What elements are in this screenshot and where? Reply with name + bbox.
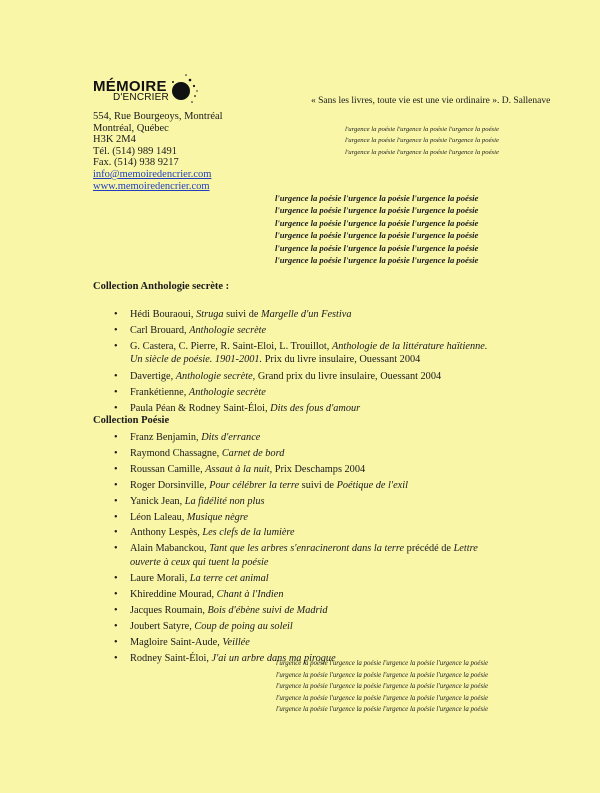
book-list-item [114, 462, 478, 478]
book-title: Dits des fous d'amour [270, 402, 361, 414]
book-text: Yanick Jean, [130, 495, 185, 507]
address-fax: Fax. (514) 938 9217 [93, 157, 179, 169]
book-text: suivi de [299, 479, 337, 491]
poesie-heading: Collection Poésie [93, 415, 170, 426]
book-list-item [114, 340, 487, 367]
book-text: Prix du livre insulaire, Ouessant 2004 [262, 354, 421, 366]
address-city: Montréal, Québec [93, 122, 169, 134]
book-title: J'ai un arbre dans ma pirogue [211, 652, 336, 664]
book-text: G. Castera, C. Pierre, R. Saint-Eloi, L. Trouillot, [130, 340, 332, 352]
email-link[interactable]: info@memoiredencrier.com [93, 168, 212, 180]
book-list-item [114, 525, 478, 541]
book-text: Rodney Saint-Éloi, [130, 652, 212, 664]
book-list-item [114, 494, 478, 510]
anthologie-list [114, 307, 487, 417]
motto-line: l'urgence la poésie l'urgence la poésie l'urgence la poésie [345, 148, 499, 156]
book-title: La terre cet animal [189, 573, 269, 585]
motto-line: l'urgence la poésie l'urgence la poésie l'urgence la poésie l'urgence la poésie [276, 660, 489, 667]
book-title: Les clefs de la lumière [202, 527, 295, 539]
book-title: Chant à l'Indien [216, 589, 284, 601]
book-list-item [114, 323, 487, 339]
book-list-item [114, 446, 478, 462]
book-title: Poétique de l'exil [336, 479, 408, 491]
book-text: Franz Benjamin, [130, 432, 202, 443]
book-list-item [114, 401, 487, 417]
book-title: Anthologie de la littérature haïtienne. [331, 340, 488, 352]
book-list-item [114, 635, 478, 651]
book-title: Un siècle de poésie. 1901-2001. [130, 354, 263, 366]
motto-line: l'urgence la poésie l'urgence la poésie l'urgence la poésie l'urgence la poésie [276, 694, 489, 702]
book-title: Bois d'ébène suivi de Madrid [207, 604, 328, 616]
book-title: Carnet de bord [221, 447, 285, 459]
book-text: Léon Laleau, [130, 511, 187, 523]
book-title: Veillée [222, 636, 250, 648]
book-list-item [114, 307, 487, 323]
motto-bold-block [275, 192, 478, 266]
book-text: Roussan Camille, [130, 463, 206, 475]
address-tel: Tél. (514) 989 1491 [93, 145, 177, 157]
book-text: Joubert Satyre, [130, 620, 195, 632]
motto-line: l'urgence la poésie l'urgence la poésie l'urgence la poésie [275, 193, 479, 203]
book-text: Roger Dorsinville, [130, 479, 210, 491]
book-list-item [114, 542, 478, 569]
book-title: Lettre [453, 543, 478, 555]
book-text: Carl Brouard, [130, 324, 190, 336]
address-postal: H3K 2M4 [93, 134, 136, 146]
book-title: Margelle d'un Festiva [261, 309, 352, 320]
motto-line: l'urgence la poésie l'urgence la poésie l'urgence la poésie l'urgence la poésie [276, 683, 489, 691]
book-list-item [114, 430, 478, 446]
book-title: Pour célébrer la terre [209, 479, 300, 491]
book-title: ouverte à ceux qui tuent la poésie [130, 556, 269, 568]
book-text: Grand prix du livre insulaire, Ouessant 2004 [255, 370, 442, 382]
book-list-item [114, 587, 478, 603]
book-text: Raymond Chassagne, [130, 447, 222, 459]
motto-line: l'urgence la poésie l'urgence la poésie l'urgence la poésie [275, 217, 479, 228]
book-text: Jacques Roumain, [130, 604, 208, 616]
book-title: Tant que les arbres s'enracineront dans la terre [209, 543, 405, 555]
motto-line: l'urgence la poésie l'urgence la poésie l'urgence la poésie [275, 205, 479, 216]
book-list-item [114, 369, 487, 385]
book-title: Assaut à la nuit, [205, 463, 273, 475]
motto-line: l'urgence la poésie l'urgence la poésie l'urgence la poésie [275, 255, 479, 266]
book-title: Coup de poing au soleil [194, 620, 293, 632]
motto-line: l'urgence la poésie l'urgence la poésie l'urgence la poésie [345, 126, 499, 133]
motto-line: l'urgence la poésie l'urgence la poésie l'urgence la poésie [345, 137, 499, 145]
motto-line: l'urgence la poésie l'urgence la poésie l'urgence la poésie [275, 230, 479, 241]
anthologie-heading: Collection Anthologie secrète : [93, 281, 230, 292]
motto-bottom-block [276, 658, 488, 716]
logo-title: MÉMOIRE [93, 78, 167, 95]
book-list-item [114, 619, 478, 635]
book-list-item [114, 603, 478, 619]
motto-small-block [345, 124, 499, 158]
book-title: Anthologie secrète, [175, 370, 256, 382]
book-title: Dits d'errance [201, 432, 261, 443]
book-text: Khireddine Mourad, [130, 589, 217, 601]
motto-line: l'urgence la poésie l'urgence la poésie l'urgence la poésie [275, 242, 479, 253]
book-text: Davertige, [130, 370, 176, 382]
book-title: La fidélité non plus [184, 495, 265, 507]
website-link[interactable]: www.memoiredencrier.com [93, 180, 210, 192]
motto-line: l'urgence la poésie l'urgence la poésie l'urgence la poésie l'urgence la poésie [276, 671, 489, 679]
logo-subtitle: D'ENCRIER [113, 92, 169, 103]
book-title: Anthologie secrète [189, 324, 267, 336]
book-title: Anthologie secrète [188, 386, 266, 398]
address-street: 554, Rue Bourgeoys, Montréal [93, 111, 223, 122]
book-text: Frankétienne, [130, 386, 189, 398]
motto-line: l'urgence la poésie l'urgence la poésie l'urgence la poésie l'urgence la poésie [276, 706, 489, 714]
book-list-item [114, 385, 487, 401]
book-text: Hédi Bouraoui, [130, 309, 197, 320]
book-text: Laure Morali, [130, 573, 190, 585]
address-block [93, 111, 223, 192]
book-list-item [114, 510, 478, 526]
book-text: Anthony Lespès, [130, 527, 203, 539]
book-list-item [114, 571, 478, 587]
book-text: Magloire Saint-Aude, [130, 636, 223, 648]
quote: « Sans les livres, toute vie est une vie ordinaire ». D. Sallenave [311, 96, 551, 106]
book-title: Musique nègre [186, 511, 248, 523]
book-text: suivi de [223, 309, 261, 320]
book-title: Struga [196, 309, 224, 320]
poesie-list [114, 430, 478, 667]
book-list-item [114, 478, 478, 494]
book-text: Prix Deschamps 2004 [272, 463, 366, 475]
book-text: précédé de [404, 543, 454, 555]
ink-splash-icon [168, 72, 200, 106]
book-text: Paula Péan & Rodney Saint-Éloi, [130, 402, 271, 414]
book-text: Alain Mabanckou, [130, 543, 210, 555]
